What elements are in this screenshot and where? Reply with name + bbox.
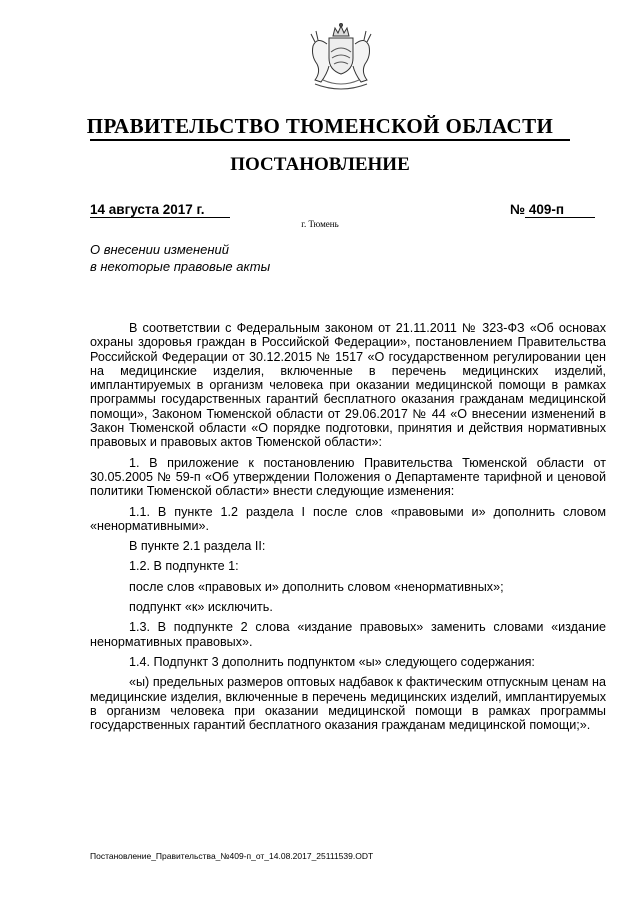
paragraph-subitem-k: подпункт «к» исключить. — [129, 600, 273, 615]
number-underline — [525, 217, 595, 218]
decree-subject — [90, 241, 370, 275]
decree-number: 409-п — [528, 202, 565, 217]
decree-date: 14 августа 2017 г. — [90, 202, 205, 217]
subject-line-1: О внесении изменений — [90, 242, 229, 257]
paragraph-item-1-2: 1.2. В подпункте 1: — [129, 559, 239, 574]
date-underline — [90, 217, 230, 218]
number-label: № — [510, 202, 526, 217]
paragraph-item-1-4: 1.4. Подпункт 3 дополнить подпунктом «ы» следующего содержания: — [129, 654, 535, 669]
government-title: ПРАВИТЕЛЬСТВО ТЮМЕНСКОЙ ОБЛАСТИ — [86, 114, 554, 138]
footer-filename: Постановление_Правительства_№409-п_от_14.08.2017_25111539.ODT — [90, 851, 374, 861]
city: г. Тюмень — [301, 219, 339, 229]
paragraph-subitem-y: «ы) предельных размеров оптовых надбавок к фактическим отпускным ценам на медицинские изделия, включенные в перечень медицинских изделий, имплантируемых в организм человека при оказании медицинской помощи в рамках программы государственных гарантий бесплатного оказания гражданам медицинской помощи;». — [90, 675, 606, 733]
paragraph-section-2-1: В пункте 2.1 раздела II: — [129, 539, 266, 554]
paragraph-item-1-3: 1.3. В подпункте 2 слова «издание правовых» заменить словами «издание ненормативных правовых». — [90, 620, 606, 649]
paragraph-preamble: В соответствии с Федеральным законом от 21.11.2011 № 323-ФЗ «Об основах охраны здоровья граждан в Российской Федерации», постановлением Правительства Российской Федерации от 30.12.2015 № 1517 «О государственном регулировании цен на медицинские изделия, включенные в перечень медицинских изделий, имплантируемых в организм человека при оказании медицинской помощи в рамках программы государственных гарантий бесплатного оказания гражданам медицинской помощи», Законом Тюменской области от 29.06.2017 № 44 «О внесении изменений в Закон Тюменской области «О порядке подготовки, принятия и действия нормативных правовых и правовых актов Тюменской области»: — [90, 321, 606, 450]
paragraph-item-1: 1. В приложение к постановлению Правительства Тюменской области от 30.05.2005 № 59-п «Об утверждении Положения о Департаменте тарифной и ценовой политики Тюменской области» внести следующие изменения: — [90, 455, 606, 499]
paragraph-after-words: после слов «правовых и» дополнить словом «ненормативных»; — [129, 579, 504, 594]
tyumen-coat-of-arms-icon — [301, 22, 381, 94]
document-type-heading: ПОСТАНОВЛЕНИЕ — [230, 154, 410, 175]
subject-line-2: в некоторые правовые акты — [90, 259, 271, 274]
paragraph-item-1-1: 1.1. В пункте 1.2 раздела I после слов «правовыми и» дополнить словом «ненормативными». — [90, 504, 606, 533]
decree-body — [90, 321, 606, 738]
title-rule — [90, 139, 570, 141]
